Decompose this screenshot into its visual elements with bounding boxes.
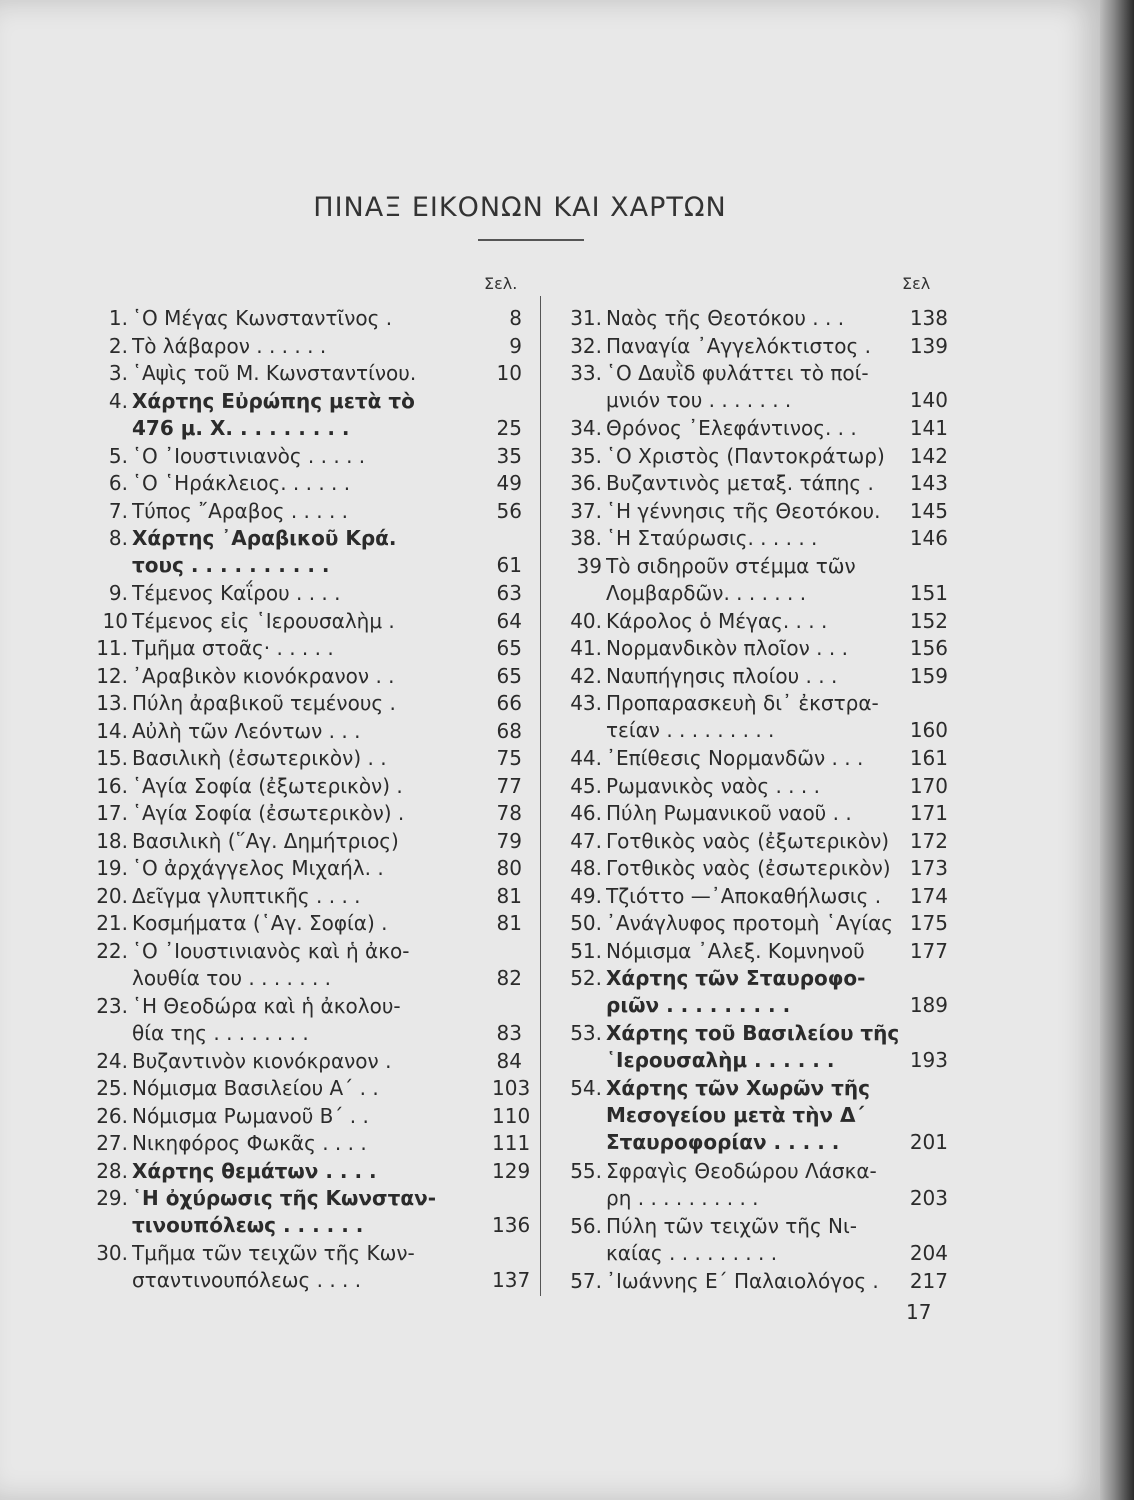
toc-entry (82, 745, 522, 772)
toc-entry (556, 883, 948, 910)
toc-entry (556, 965, 948, 1019)
entry-title: Νόμισμα ᾽Αλεξ. Κομνηνοῦ (606, 938, 865, 963)
toc-entry (82, 883, 522, 910)
toc-entry (82, 938, 522, 992)
entry-number (556, 1129, 606, 1156)
entry-title: Λομβαρδῶν. . . . . . . (606, 580, 807, 605)
entry-number: 1. (108, 306, 128, 330)
toc-entry (82, 800, 522, 827)
entry-title: Τέμενος εἰς ῾Ιερουσαλὴμ . (132, 608, 395, 633)
entry-number (556, 1240, 606, 1267)
entry-page (908, 553, 948, 580)
entry-page: 137 (492, 1268, 531, 1292)
toc-entry (556, 443, 948, 470)
entry-title: ᾽Αραβικὸν κιονόκρανον . . (132, 663, 395, 688)
toc-entry (82, 1185, 531, 1239)
entry-number: 44. (570, 746, 602, 770)
entry-title: Βυζαντινὸς μεταξ. τάπης . (606, 471, 874, 495)
entry-number: 8. (108, 526, 128, 550)
entry-title: Δεῖγμα γλυπτικῆς . . . . (132, 883, 361, 908)
entry-title: Αὐλὴ τῶν Λεόντων . . . (132, 718, 361, 743)
entry-title: ᾽Επίθεσις Νορμανδῶν . . . (606, 746, 864, 770)
toc-entry (82, 1048, 522, 1075)
entry-title: Πύλη ἀραβικοῦ τεμένους . (132, 691, 396, 715)
entry-number (82, 965, 132, 992)
page-number: 17 (906, 1300, 932, 1324)
entry-page: 103 (492, 1076, 531, 1100)
entry-title: Βασιλικὴ (῞Αγ. Δημήτριος) (132, 828, 399, 853)
entry-page: 49 (496, 471, 522, 495)
toc-entry (556, 855, 948, 882)
entry-title: ῾Ο Χριστὸς (Παντοκράτωρ) (606, 443, 885, 468)
entry-title: Ρωμανικὸς ναὸς . . . . (606, 773, 820, 798)
entry-page: 143 (909, 471, 948, 495)
entry-page (908, 965, 948, 992)
entry-title: Νορμανδικὸν πλοῖον . . . (606, 636, 848, 660)
entry-number: 36. (570, 471, 602, 495)
entry-title: Χάρτης θεμάτων . . . . (132, 1158, 377, 1183)
entry-page (492, 993, 522, 1020)
entry-number: 25. (96, 1076, 128, 1100)
entry-title: Χάρτης Εὐρώπης μετὰ τὸ (132, 388, 415, 413)
entry-number (82, 1267, 132, 1294)
entry-page: 160 (909, 718, 948, 742)
toc-entry (82, 828, 522, 855)
entry-title: Σταυροφορίαν . . . . . (606, 1130, 840, 1154)
entry-title: ῾Ο ῾Ηράκλειος. . . . . . (132, 471, 351, 495)
entry-page: 189 (909, 993, 948, 1017)
entry-title: Τὸ σιδηροῦν στέμμα τῶν (606, 553, 856, 578)
toc-entry (556, 773, 948, 800)
toc-entry (556, 498, 948, 525)
entry-page: 68 (496, 718, 522, 743)
toc-entry (82, 470, 522, 497)
entry-page (908, 360, 948, 387)
entry-title: Μεσογείου μετὰ τὴν Δ΄ (606, 1103, 865, 1127)
entry-title: Τέμενος Καΐρου . . . . (132, 581, 341, 605)
entry-number: 43. (570, 691, 602, 715)
entry-number: 31. (570, 306, 602, 330)
entry-title: ῾Αγία Σοφία (ἐσωτερικὸν) . (132, 801, 405, 825)
entry-page (908, 1075, 948, 1102)
entry-page (492, 1240, 522, 1267)
entry-title: Πύλη Ρωμανικοῦ ναοῦ . . (606, 801, 852, 825)
entry-page: 75 (496, 746, 522, 770)
entry-page: 174 (909, 883, 948, 908)
entry-page: 177 (909, 938, 948, 963)
entry-number (82, 552, 132, 579)
entry-title: ῾Αψὶς τοῦ Μ. Κωνσταντίνου. (132, 361, 417, 385)
entry-number: 21. (96, 911, 128, 935)
entry-number: 32. (570, 333, 602, 358)
entry-page: 35 (496, 443, 522, 468)
toc-entry (556, 800, 948, 827)
toc-entry (556, 828, 948, 855)
entry-page: 84 (496, 1048, 522, 1073)
toc-entry (82, 498, 522, 525)
entry-number (556, 387, 606, 414)
entry-number (556, 580, 606, 607)
entry-page: 66 (496, 691, 522, 715)
entry-number: 37. (570, 498, 602, 523)
entry-page: 170 (909, 773, 948, 798)
entry-number: 57. (570, 1268, 602, 1293)
entry-title: ῾Ιερουσαλὴμ . . . . . . (606, 1048, 835, 1072)
page-title: ΠΙΝΑΞ ΕΙΚΟΝΩΝ ΚΑΙ ΧΑΡΤΩΝ (313, 192, 727, 223)
toc-entry (82, 1103, 531, 1130)
toc-entry (82, 1158, 531, 1185)
entry-page: 56 (496, 498, 522, 523)
entry-number: 51. (570, 938, 602, 963)
entry-title: λουθία του . . . . . . . (132, 965, 332, 990)
entry-title: ῾Η γέννησις τῆς Θεοτόκου. (606, 498, 881, 523)
entry-page: 140 (909, 388, 948, 412)
column-divider (540, 296, 541, 1296)
entry-number: 53. (570, 1021, 602, 1045)
entry-page: 204 (909, 1240, 948, 1265)
entry-number: 6. (108, 471, 128, 495)
entry-title: Θρόνος ᾽Ελεφάντινος. . . (606, 416, 857, 440)
entry-number (556, 717, 606, 744)
toc-entry (556, 553, 948, 607)
toc-entry (82, 580, 522, 607)
entry-page: 110 (492, 1103, 531, 1128)
entry-number: 46. (570, 801, 602, 825)
toc-entry (82, 608, 522, 635)
entry-title: ῾Ο Δαυῒδ φυλάττει τὸ ποί- (606, 361, 869, 385)
toc-entry (82, 305, 522, 332)
entry-number: 45. (570, 773, 602, 798)
entry-number: 5. (108, 443, 128, 468)
entry-number: 39 (576, 553, 602, 578)
entry-title: Χάρτης τῶν Χωρῶν τῆς (606, 1076, 870, 1100)
entry-page: 61 (496, 553, 522, 577)
entry-title: Τμῆμα τῶν τειχῶν τῆς Κων- (132, 1241, 415, 1265)
left-page-header: Σελ. (484, 274, 518, 293)
entry-page (492, 388, 522, 415)
entry-title: Τμῆμα στοᾶς· . . . . . (132, 636, 334, 660)
entry-title: καίας . . . . . . . . . (606, 1240, 778, 1265)
entry-page: 78 (496, 801, 522, 825)
entry-title: Τὸ λάβαρον . . . . . . (132, 333, 327, 358)
toc-entry (82, 773, 522, 800)
entry-page (908, 690, 948, 717)
toc-entry (556, 415, 948, 442)
entry-page: 141 (909, 416, 948, 440)
toc-entry (82, 1240, 531, 1294)
entry-page (908, 1213, 948, 1240)
entry-number: 24. (96, 1048, 128, 1073)
entry-title: Ναὸς τῆς Θεοτόκου . . . (606, 306, 845, 330)
entry-number: 29. (96, 1186, 128, 1210)
toc-entry (82, 993, 522, 1047)
entry-number: 47. (570, 828, 602, 853)
entry-number: 17. (96, 801, 128, 825)
entry-number (556, 1047, 606, 1074)
toc-entry (82, 333, 522, 360)
entry-page: 151 (909, 580, 948, 605)
toc-entry (556, 1213, 948, 1267)
toc-entry (556, 745, 948, 772)
entry-page (908, 1020, 948, 1047)
entry-page: 145 (909, 498, 948, 523)
entry-number: 30. (96, 1241, 128, 1265)
entry-page: 65 (496, 636, 522, 660)
entry-number: 2. (108, 333, 128, 358)
entry-page: 136 (492, 1213, 531, 1237)
entry-title: Χάρτης τοῦ Βασιλείου τῆς (606, 1021, 900, 1045)
entry-number: 56. (570, 1213, 602, 1238)
toc-entry (556, 360, 948, 414)
entry-title: ῾Η ὀχύρωσις τῆς Κωνσταν- (132, 1186, 437, 1210)
entry-number: 19. (96, 856, 128, 880)
entry-page (492, 1185, 522, 1212)
entry-title: Βυζαντινὸν κιονόκρανον . (132, 1048, 392, 1073)
right-page-header: Σελ (902, 274, 931, 293)
entry-page: 217 (909, 1268, 948, 1293)
entry-page (908, 1102, 948, 1129)
entry-title: Παναγία ᾽Αγγελόκτιστος . (606, 333, 871, 358)
entry-page: 203 (909, 1185, 948, 1210)
entry-number: 3. (108, 361, 128, 385)
entry-title: τινουπόλεως . . . . . . (132, 1213, 364, 1237)
entry-title: Σφραγὶς Θεοδώρου Λάσκα- (606, 1158, 877, 1183)
entry-page: 111 (492, 1131, 531, 1155)
entry-title: Ναυπήγησις πλοίου . . . (606, 663, 838, 688)
entry-number: 20. (96, 883, 128, 908)
entry-page: 159 (909, 663, 948, 688)
entry-number: 12. (96, 663, 128, 688)
entry-title: ρη . . . . . . . . . . (606, 1185, 759, 1210)
entry-number: 49. (570, 883, 602, 908)
entry-title: Νόμισμα Ρωμανοῦ Β΄ . . (132, 1103, 369, 1128)
entry-page: 81 (496, 911, 522, 935)
toc-entry (82, 525, 522, 579)
entry-title: ῾Ο ᾽Ιουστινιανὸς . . . . . (132, 443, 366, 468)
entry-number: 26. (96, 1103, 128, 1128)
entry-title: 476 μ. Χ. . . . . . . . . (132, 415, 350, 440)
entry-title: Τζιόττο —᾽Αποκαθήλωσις . (606, 883, 882, 908)
entry-number: 23. (96, 993, 128, 1018)
entry-number: 27. (96, 1131, 128, 1155)
entry-page: 171 (909, 801, 948, 825)
entry-number: 28. (96, 1158, 128, 1183)
entry-title: θία της . . . . . . . . (132, 1020, 309, 1045)
toc-entry (556, 910, 948, 937)
toc-entry (556, 1075, 948, 1156)
entry-number: 41. (570, 636, 602, 660)
entry-title: τους . . . . . . . . . . (132, 553, 330, 577)
entry-number (82, 1020, 132, 1047)
entry-page: 142 (909, 443, 948, 468)
entry-page: 193 (909, 1048, 948, 1072)
entry-number (556, 1102, 606, 1129)
toc-entry (82, 718, 522, 745)
entry-title: Κοσμήματα (῾Αγ. Σοφία) . (132, 911, 388, 935)
entry-page (492, 938, 522, 965)
entry-number: 4. (108, 388, 128, 413)
entry-title: Χάρτης ᾽Αραβικοῦ Κρά. (132, 526, 397, 550)
entry-page (492, 525, 522, 552)
entry-page: 156 (909, 636, 948, 660)
entry-title: Προπαρασκευὴ δι᾽ ἐκστρα- (606, 691, 879, 715)
entry-number: 50. (570, 911, 602, 935)
toc-entry (556, 938, 948, 965)
entry-title: ῾Η Θεοδώρα καὶ ἡ ἀκολου- (132, 993, 401, 1018)
entry-page: 9 (509, 333, 522, 358)
entry-page: 63 (496, 581, 522, 605)
entry-number: 55. (570, 1158, 602, 1183)
entry-page: 25 (496, 415, 522, 440)
entry-page: 172 (909, 828, 948, 853)
entry-number: 54. (570, 1076, 602, 1100)
toc-entry (82, 635, 522, 662)
page-edge (1100, 0, 1134, 1500)
toc-entry (82, 443, 522, 470)
entry-number: 40. (570, 608, 602, 633)
entry-number: 16. (96, 773, 128, 798)
entry-title: ᾽Ιωάννης Ε΄ Παλαιολόγος . (606, 1268, 879, 1293)
toc-entry (556, 608, 948, 635)
entry-title: τείαν . . . . . . . . . (606, 718, 775, 742)
toc-entry (556, 470, 948, 497)
entry-title: Γοτθικὸς ναὸς (ἐξωτερικὸν) (606, 828, 890, 853)
toc-entry (556, 690, 948, 744)
entry-number: 42. (570, 663, 602, 688)
toc-entry (556, 635, 948, 662)
entry-title: Νόμισμα Βασιλείου Α΄ . . (132, 1076, 379, 1100)
entry-number: 11. (96, 636, 128, 660)
toc-entry (556, 305, 948, 332)
toc-entry (556, 1020, 948, 1074)
toc-entry (82, 360, 522, 387)
toc-entry (556, 1158, 948, 1212)
entry-page: 201 (909, 1130, 948, 1154)
toc-entry (82, 910, 522, 937)
title-rule (478, 239, 584, 241)
entry-number: 38. (570, 526, 602, 550)
entry-page: 146 (909, 526, 948, 550)
entry-title: Τύπος ῎Αραβος . . . . . (132, 498, 349, 523)
entry-page: 175 (909, 911, 948, 935)
entry-title: ῾Αγία Σοφία (ἐξωτερικὸν) . (132, 773, 403, 798)
entry-page: 138 (909, 306, 948, 330)
entry-number: 10 (102, 608, 128, 633)
toc-entry (556, 663, 948, 690)
entry-title: ριῶν . . . . . . . . . (606, 993, 791, 1017)
entry-number: 7. (108, 498, 128, 523)
entry-number: 35. (570, 443, 602, 468)
toc-entry (82, 1130, 531, 1157)
entry-title: Πύλη τῶν τειχῶν τῆς Νι- (606, 1213, 858, 1238)
entry-title: μνιόν του . . . . . . . (606, 388, 792, 412)
entry-page: 152 (909, 608, 948, 633)
entry-title: σταντινουπόλεως . . . . (132, 1268, 362, 1292)
entry-number: 18. (96, 828, 128, 853)
entry-number: 15. (96, 746, 128, 770)
entry-title: ῾Ο ἀρχάγγελος Μιχαήλ. . (132, 856, 384, 880)
entry-page: 8 (509, 306, 522, 330)
entry-number (556, 992, 606, 1019)
entry-page: 129 (492, 1158, 531, 1183)
toc-entry (82, 388, 522, 442)
entry-page: 173 (909, 856, 948, 880)
entry-number (82, 1212, 132, 1239)
toc-entry (82, 1075, 531, 1102)
toc-entry (556, 333, 948, 360)
entry-page: 81 (496, 883, 522, 908)
toc-entry (556, 1268, 948, 1295)
entry-title: ᾽Ανάγλυφος προτομὴ ῾Αγίας (606, 911, 894, 935)
entry-title: ῾Ο ᾽Ιουστινιανὸς καὶ ἡ ἀκο- (132, 938, 410, 963)
entry-number: 34. (570, 416, 602, 440)
toc-entry (556, 525, 948, 552)
entry-title: Κάρολος ὁ Μέγας. . . . (606, 608, 828, 633)
toc-entry (82, 690, 522, 717)
entry-page: 139 (909, 333, 948, 358)
entry-number: 13. (96, 691, 128, 715)
entry-page (908, 1158, 948, 1185)
toc-entry (82, 855, 522, 882)
entry-number: 33. (570, 361, 602, 385)
entry-title: ῾Η Σταύρωσις. . . . . . (606, 526, 818, 550)
entry-page: 82 (496, 965, 522, 990)
entry-page: 80 (496, 856, 522, 880)
entry-title: Γοτθικὸς ναὸς (ἐσωτερικὸν) (606, 856, 891, 880)
entry-page: 65 (496, 663, 522, 688)
entry-page: 64 (496, 608, 522, 633)
entry-number (556, 1185, 606, 1212)
entry-number: 22. (96, 938, 128, 963)
entry-number (82, 415, 132, 442)
entry-title: Νικηφόρος Φωκᾶς . . . . (132, 1131, 367, 1155)
toc-entry (82, 663, 522, 690)
entry-page: 83 (496, 1020, 522, 1045)
entry-page: 10 (496, 361, 522, 385)
entry-title: Χάρτης τῶν Σταυροφο- (606, 966, 866, 990)
entry-number: 9. (108, 581, 128, 605)
entry-number: 48. (570, 856, 602, 880)
entry-number: 14. (96, 718, 128, 743)
entry-page: 161 (909, 746, 948, 770)
entry-page: 77 (496, 773, 522, 798)
entry-number: 52. (570, 966, 602, 990)
entry-page: 79 (496, 828, 522, 853)
entry-title: ῾Ο Μέγας Κωνσταντῖνος . (132, 306, 393, 330)
entry-title: Βασιλικὴ (ἐσωτερικὸν) . . (132, 746, 387, 770)
